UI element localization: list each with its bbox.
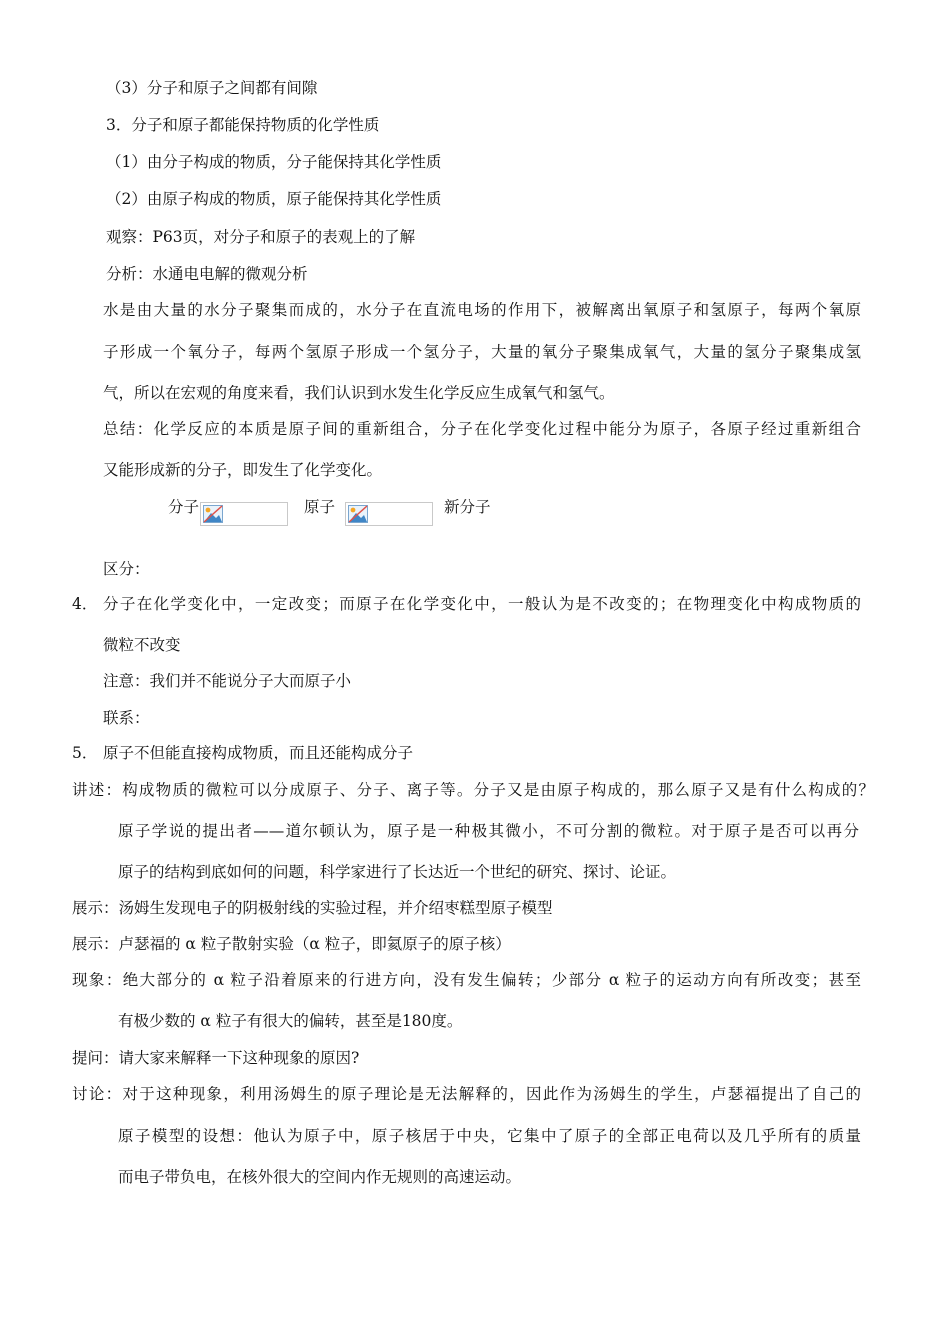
paragraph-line: 微粒不改变 [103,636,181,654]
list-number: 5． [72,744,98,762]
paragraph-line: 现象：绝大部分的 α 粒子沿着原来的行进方向，没有发生偏转；少部分 α 粒子的运动方向有所改变；甚至 [72,971,861,989]
paragraph-line: 而电子带负电，在核外很大的空间内作无规则的高速运动。 [118,1168,522,1186]
text-line: （2）由原子构成的物质，原子能保持其化学性质 [106,190,442,208]
paragraph-line: 又能形成新的分子，即发生了化学变化。 [103,461,383,479]
paragraph-line: 讲述：构成物质的微粒可以分成原子、分子、离子等。分子又是由原子构成的，那么原子又是有什么构成的？ [72,781,874,799]
text-line: 分析：水通电电解的微观分析 [106,265,308,283]
broken-image-icon [345,502,433,526]
text-line: 提问：请大家来解释一下这种现象的原因? [72,1049,360,1067]
text-line: 联系： [103,709,150,727]
paragraph-line: 原子模型的设想：他认为原子中，原子核居于中央，它集中了原子的全部正电荷以及几乎所有的质量 [118,1127,861,1145]
text-line: （3）分子和原子之间都有间隙 [106,79,318,97]
broken-image-icon [200,502,288,526]
paragraph-line: 气，所以在宏观的角度来看，我们认识到水发生化学反应生成氧气和氢气。 [103,384,615,402]
text-line: 展示：卢瑟福的 α 粒子散射实验（α 粒子，即氦原子的原子核） [72,935,511,953]
new-molecule-label: 新分子 [444,498,491,516]
paragraph-line: 水是由大量的水分子聚集而成的，水分子在直流电场的作用下，被解离出氧原子和氢原子，每两个氧原 [103,301,861,319]
text-line: 注意：我们并不能说分子大而原子小 [103,672,352,690]
section-heading: 3．分子和原子都能保持物质的化学性质 [106,116,380,134]
paragraph-line: 原子的结构到底如何的问题，科学家进行了长达近一个世纪的研究、探讨、论证。 [118,863,677,881]
list-number: 4． [72,595,98,613]
text-line: 区分： [103,560,150,578]
paragraph-line: 分子在化学变化中，一定改变；而原子在化学变化中，一般认为是不改变的；在物理变化中构成物质的 [103,595,861,613]
text-line: （1）由分子构成的物质，分子能保持其化学性质 [106,153,442,171]
text-line: 观察：P63页，对分子和原子的表观上的了解 [106,228,416,246]
molecule-label: 分子 [168,498,200,516]
paragraph-line: 总结：化学反应的本质是原子间的重新组合，分子在化学变化过程中能分为原子，各原子经过重新组合 [103,420,861,438]
text-line: 原子不但能直接构成物质，而且还能构成分子 [103,744,414,762]
text-line: 展示：汤姆生发现电子的阴极射线的实验过程，并介绍枣糕型原子模型 [72,899,553,917]
paragraph-line: 有极少数的 α 粒子有很大的偏转，甚至是180度。 [118,1012,463,1030]
paragraph-line: 子形成一个氧分子，每两个氢原子形成一个氢分子，大量的氧分子聚集成氧气，大量的氢分子聚集成氢 [103,343,861,361]
paragraph-line: 原子学说的提出者——道尔顿认为，原子是一种极其微小，不可分割的微粒。对于原子是否可以再分 [118,822,859,840]
atom-label: 原子 [304,498,336,516]
paragraph-line: 讨论：对于这种现象，利用汤姆生的原子理论是无法解释的，因此作为汤姆生的学生，卢瑟福提出了自己的 [72,1085,861,1103]
